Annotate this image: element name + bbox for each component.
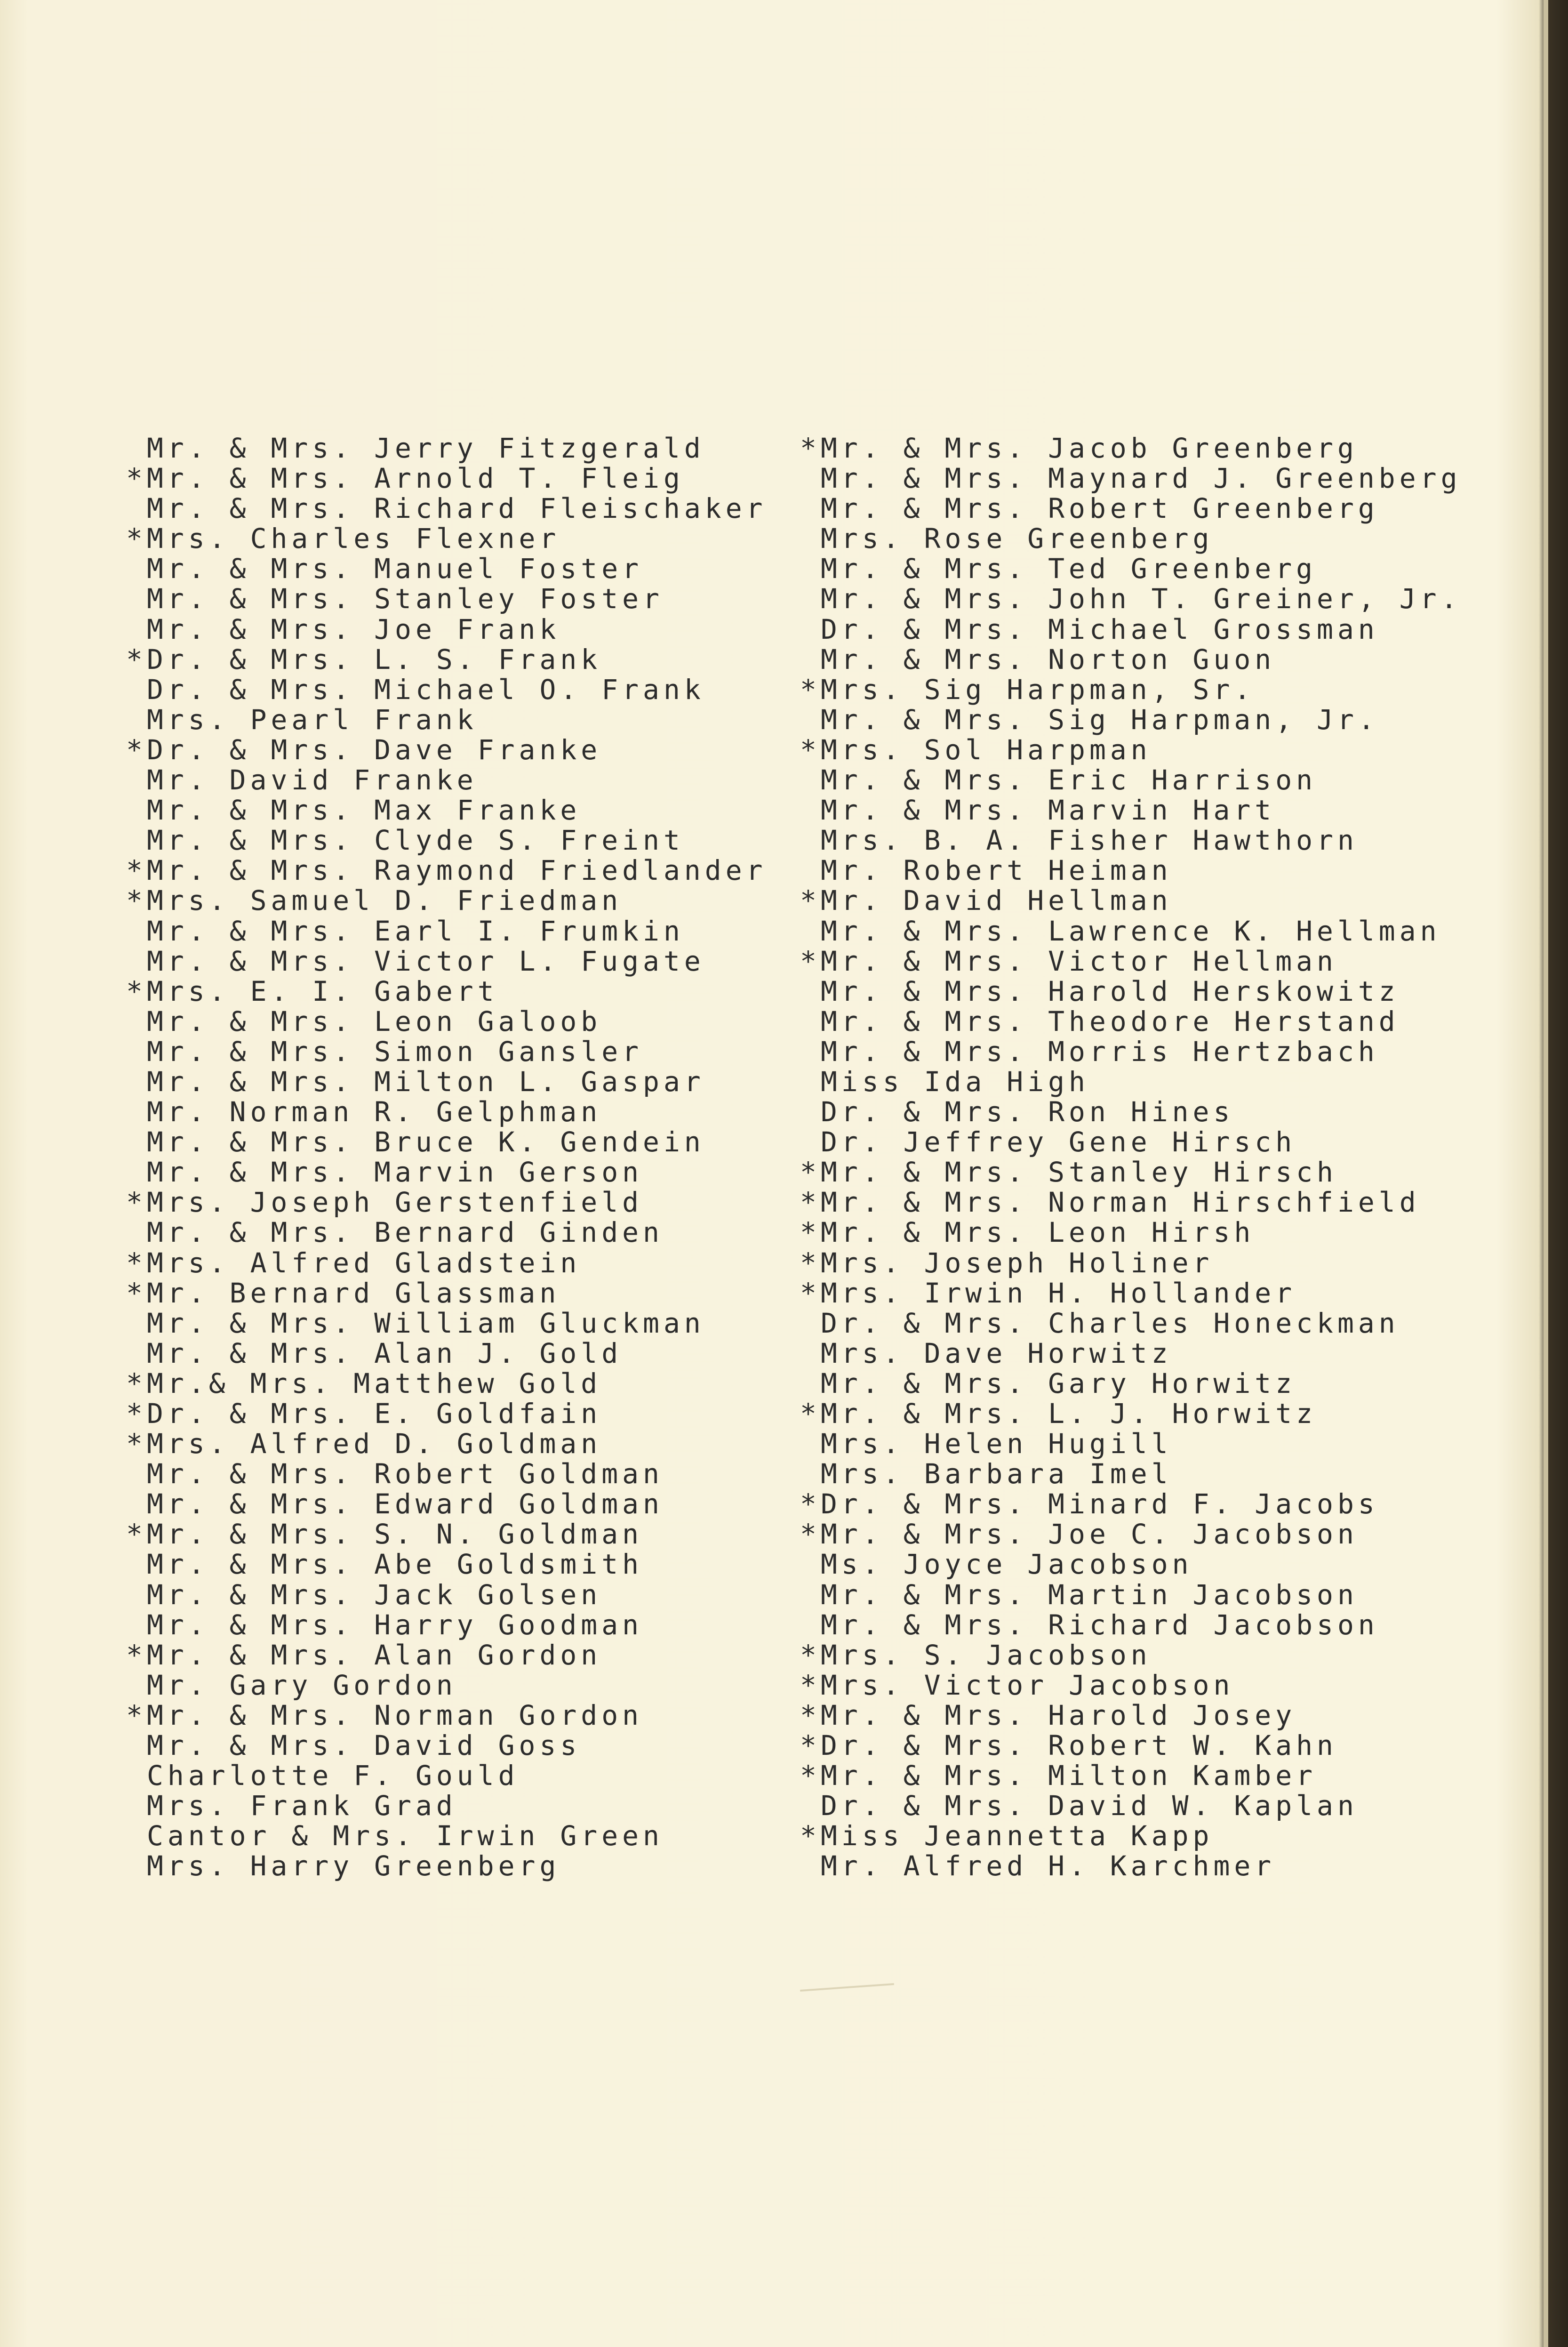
- donor-name: Mr. & Mrs. Joe Frank: [147, 613, 560, 645]
- donor-star-mark: *: [126, 1277, 147, 1309]
- list-item: [126, 1067, 767, 1097]
- list-item: [126, 523, 767, 554]
- list-item: [126, 1278, 767, 1308]
- donor-name: Miss Ida High: [821, 1065, 1089, 1098]
- donor-star-mark: *: [800, 1156, 821, 1189]
- donor-star-mark: *: [800, 945, 821, 977]
- donor-star-mark: *: [800, 1186, 821, 1219]
- list-item: [126, 1549, 767, 1579]
- donor-name: Dr. & Mrs. Dave Franke: [147, 733, 602, 766]
- donor-name: Mr. Bernard Glassman: [147, 1277, 560, 1309]
- donor-star-mark: *: [800, 1729, 821, 1762]
- list-item: [800, 1278, 1462, 1308]
- donor-name: Mr. & Mrs. Alan J. Gold: [147, 1337, 623, 1369]
- list-item: [800, 795, 1462, 825]
- donor-name: Mr. & Mrs. Ted Greenberg: [821, 553, 1317, 585]
- list-item: [126, 705, 767, 735]
- donor-name: Mrs. B. A. Fisher Hawthorn: [821, 824, 1358, 857]
- donor-star-mark: *: [126, 975, 147, 1007]
- paper-mark: [800, 1983, 894, 1992]
- list-item: [126, 855, 767, 885]
- donor-name: Mr. & Mrs. Edward Goldman: [147, 1488, 664, 1520]
- donor-star-mark: *: [126, 1639, 147, 1671]
- donor-name: Dr. & Mrs. Ron Hines: [821, 1096, 1234, 1128]
- list-item: [800, 584, 1462, 614]
- donor-star-mark: *: [800, 1277, 821, 1309]
- donor-name: Mr. & Mrs. Raymond Friedlander: [147, 854, 767, 887]
- donor-name: Mrs. Joseph Gerstenfield: [147, 1186, 643, 1219]
- list-item: [126, 1097, 767, 1127]
- list-item: [126, 1791, 767, 1821]
- list-item: [126, 1821, 767, 1851]
- donor-name: Mr. Gary Gordon: [147, 1669, 457, 1701]
- list-item: [126, 1519, 767, 1549]
- list-item: [126, 1127, 767, 1157]
- donor-name: Mrs. Frank Grad: [147, 1790, 457, 1822]
- list-item: [800, 1248, 1462, 1278]
- donor-star-mark: *: [800, 884, 821, 917]
- donor-name: Mr. & Mrs. William Gluckman: [147, 1307, 705, 1339]
- list-item: [126, 1248, 767, 1278]
- list-item: [800, 1821, 1462, 1851]
- list-item: [126, 584, 767, 614]
- donor-name: Mrs. Alfred D. Goldman: [147, 1428, 602, 1460]
- donor-name: Mrs. E. I. Gabert: [147, 975, 498, 1007]
- list-item: [800, 1730, 1462, 1760]
- donor-name: Mrs. Pearl Frank: [147, 703, 478, 736]
- donor-name: Mr. David Franke: [147, 764, 478, 796]
- list-item: [126, 946, 767, 976]
- list-item: [800, 493, 1462, 523]
- donor-name: Mr. & Mrs. Arnold T. Fleig: [147, 462, 684, 495]
- list-item: [800, 1459, 1462, 1489]
- donor-name: Mr. Robert Heiman: [821, 854, 1172, 887]
- list-item: [800, 614, 1462, 644]
- list-item: [126, 644, 767, 675]
- list-item: [126, 916, 767, 946]
- list-item: [800, 1851, 1462, 1881]
- list-item: [800, 1368, 1462, 1399]
- donor-star-mark: *: [800, 673, 821, 706]
- donor-name: Dr. Jeffrey Gene Hirsch: [821, 1126, 1296, 1158]
- list-item: [800, 554, 1462, 584]
- list-item: [126, 1368, 767, 1399]
- list-item: [126, 1037, 767, 1067]
- donor-name: Mr. & Mrs. Simon Gansler: [147, 1035, 643, 1068]
- donor-name: Mr. & Mrs. Alan Gordon: [147, 1639, 602, 1671]
- donor-name: Mrs. Irwin H. Hollander: [821, 1277, 1296, 1309]
- list-item: [800, 1097, 1462, 1127]
- list-item: [800, 1791, 1462, 1821]
- list-item: [126, 1640, 767, 1670]
- donor-name: Mr. & Mrs. Earl I. Frumkin: [147, 915, 684, 947]
- list-item: [800, 705, 1462, 735]
- left-name-column: [126, 433, 767, 1881]
- list-item: [126, 1308, 767, 1338]
- list-item: [800, 1489, 1462, 1519]
- donor-star-mark: *: [800, 1760, 821, 1792]
- list-item: [800, 1700, 1462, 1730]
- donor-star-mark: *: [800, 1488, 821, 1520]
- list-item: [800, 1067, 1462, 1097]
- list-item: [126, 1700, 767, 1730]
- list-item: [800, 1760, 1462, 1791]
- donor-name: Mr. David Hellman: [821, 884, 1172, 917]
- list-item: [800, 1549, 1462, 1579]
- donor-name: Mrs. Sig Harpman, Sr.: [821, 673, 1255, 706]
- donor-name: Mr. & Mrs. Stanley Hirsch: [821, 1156, 1337, 1189]
- list-item: [126, 765, 767, 795]
- donor-star-mark: *: [126, 462, 147, 495]
- list-item: [126, 463, 767, 493]
- list-item: [800, 1580, 1462, 1610]
- donor-name: Mr. & Mrs. Bruce K. Gendein: [147, 1126, 705, 1158]
- donor-name: Mr. & Mrs. Lawrence K. Hellman: [821, 915, 1441, 947]
- donor-name: Mr. & Mrs. Bernard Ginden: [147, 1216, 664, 1249]
- donor-name: Mr. & Mrs. Victor Hellman: [821, 945, 1337, 977]
- list-item: [800, 523, 1462, 554]
- list-item: [126, 885, 767, 916]
- donor-name: Mr. & Mrs. Jacob Greenberg: [821, 432, 1358, 464]
- list-item: [800, 1338, 1462, 1368]
- donor-name: Dr. & Mrs. Minard F. Jacobs: [821, 1488, 1379, 1520]
- list-item: [800, 1157, 1462, 1187]
- list-item: [800, 946, 1462, 976]
- donor-name: Mrs. Joseph Holiner: [821, 1246, 1214, 1279]
- donor-name: Mr. & Mrs. Leon Galoob: [147, 1005, 602, 1037]
- list-item: [126, 1851, 767, 1881]
- list-item: [126, 735, 767, 765]
- list-item: [126, 1217, 767, 1247]
- list-item: [126, 795, 767, 825]
- donor-name: Dr. & Mrs. Charles Honeckman: [821, 1307, 1400, 1339]
- donor-star-mark: *: [800, 1518, 821, 1551]
- donor-star-mark: *: [126, 1398, 147, 1430]
- donor-name: Dr. & Mrs. Michael O. Frank: [147, 673, 705, 706]
- list-item: [800, 916, 1462, 946]
- donor-name: Mrs. Samuel D. Friedman: [147, 884, 623, 917]
- donor-name: Mr. & Mrs. Richard Jacobson: [821, 1608, 1379, 1641]
- donor-name: Charlotte F. Gould: [147, 1760, 519, 1792]
- donor-name: Mr. & Mrs. David Goss: [147, 1729, 581, 1762]
- donor-name: Mr. & Mrs. Abe Goldsmith: [147, 1548, 643, 1581]
- donor-name: Mrs. S. Jacobson: [821, 1639, 1152, 1671]
- donor-name: Mr. & Mrs. Leon Hirsh: [821, 1216, 1255, 1249]
- list-item: [800, 855, 1462, 885]
- donor-name: Dr. & Mrs. David W. Kaplan: [821, 1790, 1358, 1822]
- donor-name: Mr. & Mrs. Norton Guon: [821, 643, 1276, 675]
- donor-name: Mrs. Charles Flexner: [147, 522, 560, 555]
- list-item: [800, 1006, 1462, 1037]
- donor-star-mark: *: [800, 1246, 821, 1279]
- donor-name: Mr. & Mrs. John T. Greiner, Jr.: [821, 583, 1462, 615]
- list-item: [800, 1640, 1462, 1670]
- donor-star-mark: *: [800, 1398, 821, 1430]
- donor-name: Mrs. Barbara Imel: [821, 1458, 1172, 1490]
- donor-name: Mr. & Mrs. Milton Kamber: [821, 1760, 1317, 1792]
- donor-name: Mr. & Mrs. Clyde S. Freint: [147, 824, 684, 857]
- list-item: [800, 675, 1462, 705]
- donor-star-mark: *: [126, 1518, 147, 1551]
- list-item: [126, 675, 767, 705]
- list-item: [800, 463, 1462, 493]
- donor-star-mark: *: [126, 854, 147, 887]
- list-item: [800, 1519, 1462, 1549]
- right-name-column: [800, 433, 1462, 1881]
- donor-name: Mr. & Mrs. Marvin Gerson: [147, 1156, 643, 1189]
- list-item: [126, 1760, 767, 1791]
- list-item: [126, 1610, 767, 1640]
- donor-name: Miss Jeannetta Kapp: [821, 1820, 1214, 1852]
- donor-name: Mr. & Mrs. Robert Greenberg: [821, 492, 1379, 525]
- donor-star-mark: *: [126, 1246, 147, 1279]
- donor-star-mark: *: [800, 733, 821, 766]
- donor-name: Mrs. Sol Harpman: [821, 733, 1152, 766]
- donor-name: Mr. & Mrs. Sig Harpman, Jr.: [821, 703, 1379, 736]
- donor-star-mark: *: [800, 1699, 821, 1731]
- list-item: [126, 825, 767, 855]
- donor-star-mark: *: [126, 733, 147, 766]
- donor-name: Mr. & Mrs. Harold Herskowitz: [821, 975, 1400, 1007]
- donor-name: Mr. & Mrs. Morris Hertzbach: [821, 1035, 1379, 1068]
- donor-name: Mrs. Dave Horwitz: [821, 1337, 1172, 1369]
- list-item: [800, 1399, 1462, 1429]
- list-item: [126, 1006, 767, 1037]
- list-item: [800, 885, 1462, 916]
- donor-star-mark: *: [126, 643, 147, 675]
- donor-name: Dr. & Mrs. Michael Grossman: [821, 613, 1379, 645]
- donor-name: Cantor & Mrs. Irwin Green: [147, 1820, 664, 1852]
- donor-name: Mr. & Mrs. Richard Fleischaker: [147, 492, 767, 525]
- donor-star-mark: *: [126, 522, 147, 555]
- list-item: [126, 1489, 767, 1519]
- donor-name: Mr. & Mrs. Gary Horwitz: [821, 1367, 1296, 1399]
- donor-name: Mr. & Mrs. Maynard J. Greenberg: [821, 462, 1462, 495]
- list-item: [800, 1610, 1462, 1640]
- donor-name: Dr. & Mrs. E. Goldfain: [147, 1398, 602, 1430]
- donor-star-mark: *: [126, 1699, 147, 1731]
- donor-name: Mr. & Mrs. Jerry Fitzgerald: [147, 432, 705, 464]
- list-item: [800, 976, 1462, 1006]
- list-item: [126, 614, 767, 644]
- list-item: [126, 1429, 767, 1459]
- donor-star-mark: *: [800, 1820, 821, 1852]
- donor-name: Mr. & Mrs. Harry Goodman: [147, 1608, 643, 1641]
- donor-name: Mr. & Mrs. Joe C. Jacobson: [821, 1518, 1358, 1551]
- donor-name: Mr. & Mrs. Manuel Foster: [147, 553, 643, 585]
- donor-name: Mr. & Mrs. L. J. Horwitz: [821, 1398, 1317, 1430]
- donor-name: Mr. Norman R. Gelphman: [147, 1096, 602, 1128]
- donor-name: Dr. & Mrs. Robert W. Kahn: [821, 1729, 1337, 1762]
- donor-name: Mr. & Mrs. Martin Jacobson: [821, 1578, 1358, 1611]
- list-item: [800, 1429, 1462, 1459]
- list-item: [800, 1670, 1462, 1700]
- list-item: [126, 1730, 767, 1760]
- donor-name: Mr. & Mrs. Milton L. Gaspar: [147, 1065, 705, 1098]
- list-item: [800, 1187, 1462, 1217]
- donor-star-mark: *: [800, 1216, 821, 1249]
- donor-name: Mr. & Mrs. Eric Harrison: [821, 764, 1317, 796]
- donor-name: Mr. & Mrs. Jack Golsen: [147, 1578, 602, 1611]
- list-item: [800, 1308, 1462, 1338]
- donor-name: Mr. & Mrs. Norman Gordon: [147, 1699, 643, 1731]
- list-item: [126, 976, 767, 1006]
- donor-name: Mrs. Alfred Gladstein: [147, 1246, 581, 1279]
- donor-star-mark: *: [126, 1186, 147, 1219]
- list-item: [126, 554, 767, 584]
- donor-name: Mr.& Mrs. Matthew Gold: [147, 1367, 602, 1399]
- donor-name: Mrs. Harry Greenberg: [147, 1850, 560, 1882]
- donor-name: Mrs. Helen Hugill: [821, 1428, 1172, 1460]
- list-item: [800, 1127, 1462, 1157]
- donor-name: Mr. & Mrs. Harold Josey: [821, 1699, 1296, 1731]
- list-item: [126, 433, 767, 463]
- list-item: [126, 1459, 767, 1489]
- list-item: [800, 735, 1462, 765]
- list-item: [800, 1037, 1462, 1067]
- donor-name: Mr. Alfred H. Karchmer: [821, 1850, 1276, 1882]
- donor-name: Dr. & Mrs. L. S. Frank: [147, 643, 602, 675]
- donor-name: Mr. & Mrs. Robert Goldman: [147, 1458, 664, 1490]
- donor-name: Mr. & Mrs. Max Franke: [147, 794, 581, 827]
- donor-star-mark: *: [126, 1367, 147, 1399]
- donor-name: Mr. & Mrs. Theodore Herstand: [821, 1005, 1400, 1037]
- list-item: [800, 1217, 1462, 1247]
- donor-name: Mr. & Mrs. Norman Hirschfield: [821, 1186, 1420, 1219]
- donor-star-mark: *: [800, 1669, 821, 1701]
- list-item: [800, 644, 1462, 675]
- donor-name: Mr. & Mrs. Marvin Hart: [821, 794, 1276, 827]
- list-item: [800, 765, 1462, 795]
- list-item: [800, 825, 1462, 855]
- list-item: [126, 1399, 767, 1429]
- list-item: [126, 493, 767, 523]
- donor-name: Mrs. Victor Jacobson: [821, 1669, 1234, 1701]
- list-item: [126, 1580, 767, 1610]
- donor-star-mark: *: [800, 1639, 821, 1671]
- list-item: [126, 1187, 767, 1217]
- donor-star-mark: *: [126, 1428, 147, 1460]
- donor-name: Mr. & Mrs. Victor L. Fugate: [147, 945, 705, 977]
- donor-name: Mrs. Rose Greenberg: [821, 522, 1214, 555]
- list-item: [800, 433, 1462, 463]
- list-item: [126, 1338, 767, 1368]
- book-spine-edge: [1544, 0, 1548, 2347]
- donor-name: Mr. & Mrs. Stanley Foster: [147, 583, 664, 615]
- list-item: [126, 1157, 767, 1187]
- donor-name: Mr. & Mrs. S. N. Goldman: [147, 1518, 643, 1551]
- donor-star-mark: *: [800, 432, 821, 464]
- donor-star-mark: *: [126, 884, 147, 917]
- donor-name: Ms. Joyce Jacobson: [821, 1548, 1193, 1581]
- list-item: [126, 1670, 767, 1700]
